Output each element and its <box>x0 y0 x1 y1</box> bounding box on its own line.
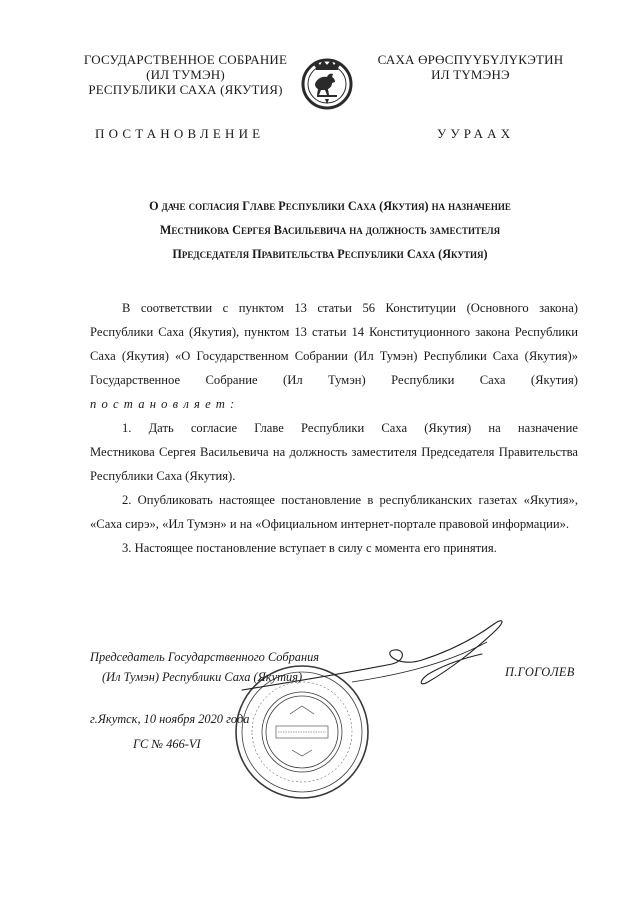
preamble-line-2: Республики Саха (Якутия), пунктом 13 статьи 14 Конституционного закона Республики <box>90 325 578 339</box>
header-right-org <box>368 52 573 82</box>
preamble-line-1: В соответствии с пунктом 13 статьи 56 Конституции (Основного закона) <box>122 301 578 315</box>
item-3-line: 3. Настоящее постановление вступает в силу с момента его принятия. <box>122 541 497 555</box>
document-body <box>90 296 578 560</box>
item-1-line-2: Местникова Сергея Васильевича на должность заместителя Председателя Правительства <box>90 445 578 459</box>
resolves-word: постановляет: <box>90 397 240 411</box>
title-line-3: Председателя Правительства Республики Саха (Якутия) <box>172 247 488 261</box>
title-line-2: Местникова Сергея Васильевича на должность заместителя <box>159 223 501 237</box>
item-1-line-1: 1. Дать согласие Главе Республики Саха (Якутия) на назначение <box>122 421 578 435</box>
header-left-line-2: (ИЛ ТУМЭН) <box>146 67 225 82</box>
header-left-line-1: ГОСУДАРСТВЕННОЕ СОБРАНИЕ <box>83 52 288 67</box>
signatory-title-line-1: Председатель Государственного Собрания <box>90 650 320 664</box>
header-left-line-3: РЕСПУБЛИКИ САХА (ЯКУТИЯ) <box>88 82 283 97</box>
document-title <box>80 194 580 266</box>
item-2-line-1: 2. Опубликовать настоящее постановление в республиканских газетах «Якутия», <box>122 493 578 507</box>
title-line-1: О даче согласия Главе Республики Саха (Якутия) на назначение <box>149 199 511 213</box>
place-date: г.Якутск, 10 ноября 2020 года <box>90 712 250 726</box>
header-right-line-2: ИЛ ТҮМЭНЭ <box>431 67 510 82</box>
signatory-name: П.ГОГОЛЕВ <box>505 665 575 679</box>
header-left-org <box>78 52 293 97</box>
document-kind-sah: УУРААХ <box>437 126 515 141</box>
header-right-line-1: САХА ӨРӨСПҮҮБҮЛҮКЭТИН <box>377 52 564 67</box>
document-number: ГС № 466-VI <box>133 737 201 751</box>
item-1-line-3: Республики Саха (Якутия). <box>90 469 236 483</box>
signatory-title <box>90 647 319 687</box>
preamble-line-4: Государственное Собрание (Ил Тумэн) Республики Саха (Якутия) <box>90 373 578 387</box>
document-kind-ru: ПОСТАНОВЛЕНИЕ <box>95 126 265 141</box>
signatory-title-line-2: (Ил Тумэн) Республики Саха (Якутия) <box>102 670 303 684</box>
coat-of-arms-icon <box>301 57 353 111</box>
preamble-line-3: Саха (Якутия) «О Государственном Собрании (Ил Тумэн) Республики Саха (Якутия)» <box>90 349 578 363</box>
item-2-line-2: «Саха сирэ», «Ил Тумэн» и на «Официальном интернет-портале правовой информации». <box>90 517 570 531</box>
